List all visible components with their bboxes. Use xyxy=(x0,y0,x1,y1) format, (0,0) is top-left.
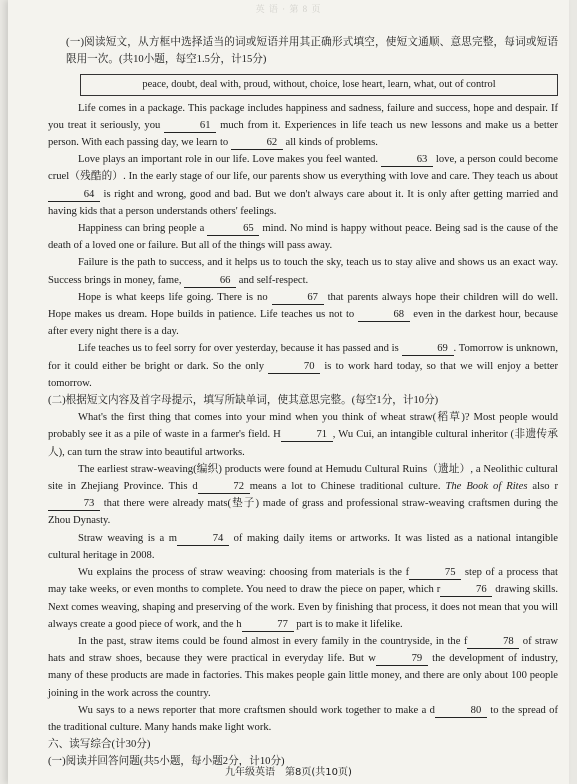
part1-passage xyxy=(48,100,558,392)
text-run: Happiness can bring people a xyxy=(78,223,208,235)
section6-title: 六、读写综合(计30分) xyxy=(48,739,151,751)
answer-blank-62[interactable]: 62 xyxy=(231,136,283,150)
answer-blank-63[interactable]: 63 xyxy=(381,153,433,167)
paragraph-p5 xyxy=(48,289,558,341)
text-run: Love plays an important role in our life. Love makes you feel wanted. xyxy=(78,154,381,166)
text-run: , Wu Cui, an intangible cultural inheritor (非遗传承人), can turn the straw into beautiful artworks. xyxy=(48,429,559,458)
book-title: The Book of Rites xyxy=(445,481,528,493)
paragraph-p4 xyxy=(48,254,558,288)
text-run: Hope is what keeps life going. There is no xyxy=(78,291,272,303)
text-run: Wu says to a news reporter that more craftsmen should work together to make a d xyxy=(78,704,435,716)
answer-blank-61[interactable]: 61 xyxy=(164,119,216,133)
answer-blank-76[interactable]: 76 xyxy=(440,583,492,597)
answer-blank-64[interactable]: 64 xyxy=(48,188,100,202)
text-run: Wu explains the process of straw weaving: choosing from materials is the f xyxy=(78,567,410,579)
text-run: The earliest straw-weaving(编织) products were found at Hemudu Cultural Ruins（遗址）, a Neolithic cultural site in Zhejiang Province. This d xyxy=(48,463,558,493)
text-run: of making daily items or artworks. It was listed as a national intangible cultural heritage in 2008. xyxy=(48,532,558,561)
section6-subtitle: (一)阅读并回答问题(共5小题，每小题2分，计10分) xyxy=(48,756,285,768)
text-run: mind. No mind is happy without peace. Being sad is the cause of the death of a loved one or failure. But all of the things will pass away. xyxy=(48,223,558,252)
text-run: love, a person could become cruel（残酷的）. In the early stage of our life, our parents show us everything with love and care. They teach us about xyxy=(48,154,558,183)
text-run: What's the first thing that comes into your mind when you think of wheat straw(稻草)? Most people would probably see it as a pile of waste in a farmer's field. H xyxy=(48,412,558,441)
paragraph-q1 xyxy=(48,409,558,461)
text-run: to the spread of the traditional culture. Many hands make light work. xyxy=(48,704,558,733)
answer-blank-68[interactable]: 68 xyxy=(358,308,410,322)
answer-blank-67[interactable]: 67 xyxy=(272,291,324,305)
paragraph-p6 xyxy=(48,340,558,392)
answer-blank-73[interactable]: 73 xyxy=(48,497,100,511)
text-run: drawing skills. Next comes weaving, shaping and preserving of the work. Even by finishing that process, it does not mean that you will always create a good piece of work, and the h xyxy=(48,584,558,630)
answer-blank-65[interactable]: 65 xyxy=(207,222,259,236)
text-run: Life teaches us to feel sorry for over yesterday, because it has passed and is xyxy=(78,343,402,355)
text-run: Straw weaving is a m xyxy=(78,532,178,544)
text-run: the development of industry, many of these products are made in factories. This makes people gain little money, and there are only about 100 people joining in the work across the country. xyxy=(48,653,558,699)
text-run: that parents always hope their children will do well. Hope makes us dream. Hope builds in patience. Life teaches us not to xyxy=(48,291,558,321)
text-run: also r xyxy=(527,481,558,493)
word-box: peace, doubt, deal with, proud, without, choice, lose heart, learn, what, out of control xyxy=(80,74,558,95)
page-content xyxy=(48,34,558,771)
text-run: Failure is the path to success, and it helps us to touch the sky, teach us to stay alive and shows us an exact way. Success brings in money, fame, xyxy=(48,257,558,286)
text-run: means a lot to Chinese traditional culture. xyxy=(249,481,446,493)
answer-blank-79[interactable]: 79 xyxy=(376,652,428,666)
text-run: Life comes in a package. This package includes happiness and sadness, failure and success, hope and despair. If you treat it seriously, you xyxy=(48,102,558,131)
answer-blank-72[interactable]: 72 xyxy=(198,480,250,494)
text-run: much from it. Experiences in life teach us new lessons and make us a better person. With each passing day, we learn to xyxy=(48,119,558,149)
text-run: is right and wrong, good and bad. But we don't always care about it. It is only after getting married and having kids that a person understands others' feelings. xyxy=(48,188,558,217)
paragraph-q3 xyxy=(48,530,558,564)
part2-instructions: (二)根据短文内容及首字母提示，填写所缺单词，使其意思完整。(每空1分，计10分) xyxy=(48,395,439,407)
text-run: . Tomorrow is unknown, for it could either be bright or dark. So the only xyxy=(48,343,558,372)
answer-blank-74[interactable]: 74 xyxy=(177,532,229,546)
answer-blank-80[interactable]: 80 xyxy=(435,704,487,718)
paragraph-p1 xyxy=(48,100,558,152)
answer-blank-66[interactable]: 66 xyxy=(184,274,236,288)
text-run: that there were already mats(垫子) made of grass and professional straw-weaving craftsmen during the Zhou Dynasty. xyxy=(48,498,558,527)
answer-blank-77[interactable]: 77 xyxy=(242,618,294,632)
paragraph-q6 xyxy=(48,702,558,736)
text-run: step of a process that may take weeks, or even months to complete. You need to draw the piece on paper, which r xyxy=(48,567,558,596)
bleed-through-text: 英 语 · 第 8 页 xyxy=(255,4,322,14)
paragraph-q4 xyxy=(48,564,558,633)
paragraph-p2 xyxy=(48,151,558,220)
text-run: is to work hard today, so that we will enjoy a better tomorrow. xyxy=(48,360,558,389)
answer-blank-75[interactable]: 75 xyxy=(409,566,461,580)
part2-passage xyxy=(48,409,558,736)
paragraph-q2 xyxy=(48,461,558,530)
paragraph-q5 xyxy=(48,633,558,702)
paragraph-p3 xyxy=(48,220,558,254)
text-run: In the past, straw items could be found almost in every family in the countryside, in the f xyxy=(78,635,468,647)
text-run: and self-respect. xyxy=(236,274,309,286)
answer-blank-78[interactable]: 78 xyxy=(467,635,519,649)
text-run: of straw hats and straw shoes, because they were practical in everyday life. But w xyxy=(48,635,558,665)
text-run: even in the darkest hour, because after every night there is a day. xyxy=(48,309,558,338)
answer-blank-70[interactable]: 70 xyxy=(268,360,320,374)
text-run: all kinds of problems. xyxy=(282,137,378,149)
part1-instructions: (一)阅读短文，从方框中选择适当的词或短语并用其正确形式填空，使短文通顺、意思完整，每词或短语限用一次。(共10小题，每空1.5分，计15分) xyxy=(66,37,558,66)
exam-page xyxy=(8,0,569,784)
answer-blank-71[interactable]: 71 xyxy=(281,428,333,442)
page-footer: 九年级英语 第8页(共10页) xyxy=(225,767,352,778)
answer-blank-69[interactable]: 69 xyxy=(402,342,454,356)
text-run: part is to make it lifelike. xyxy=(293,618,403,630)
